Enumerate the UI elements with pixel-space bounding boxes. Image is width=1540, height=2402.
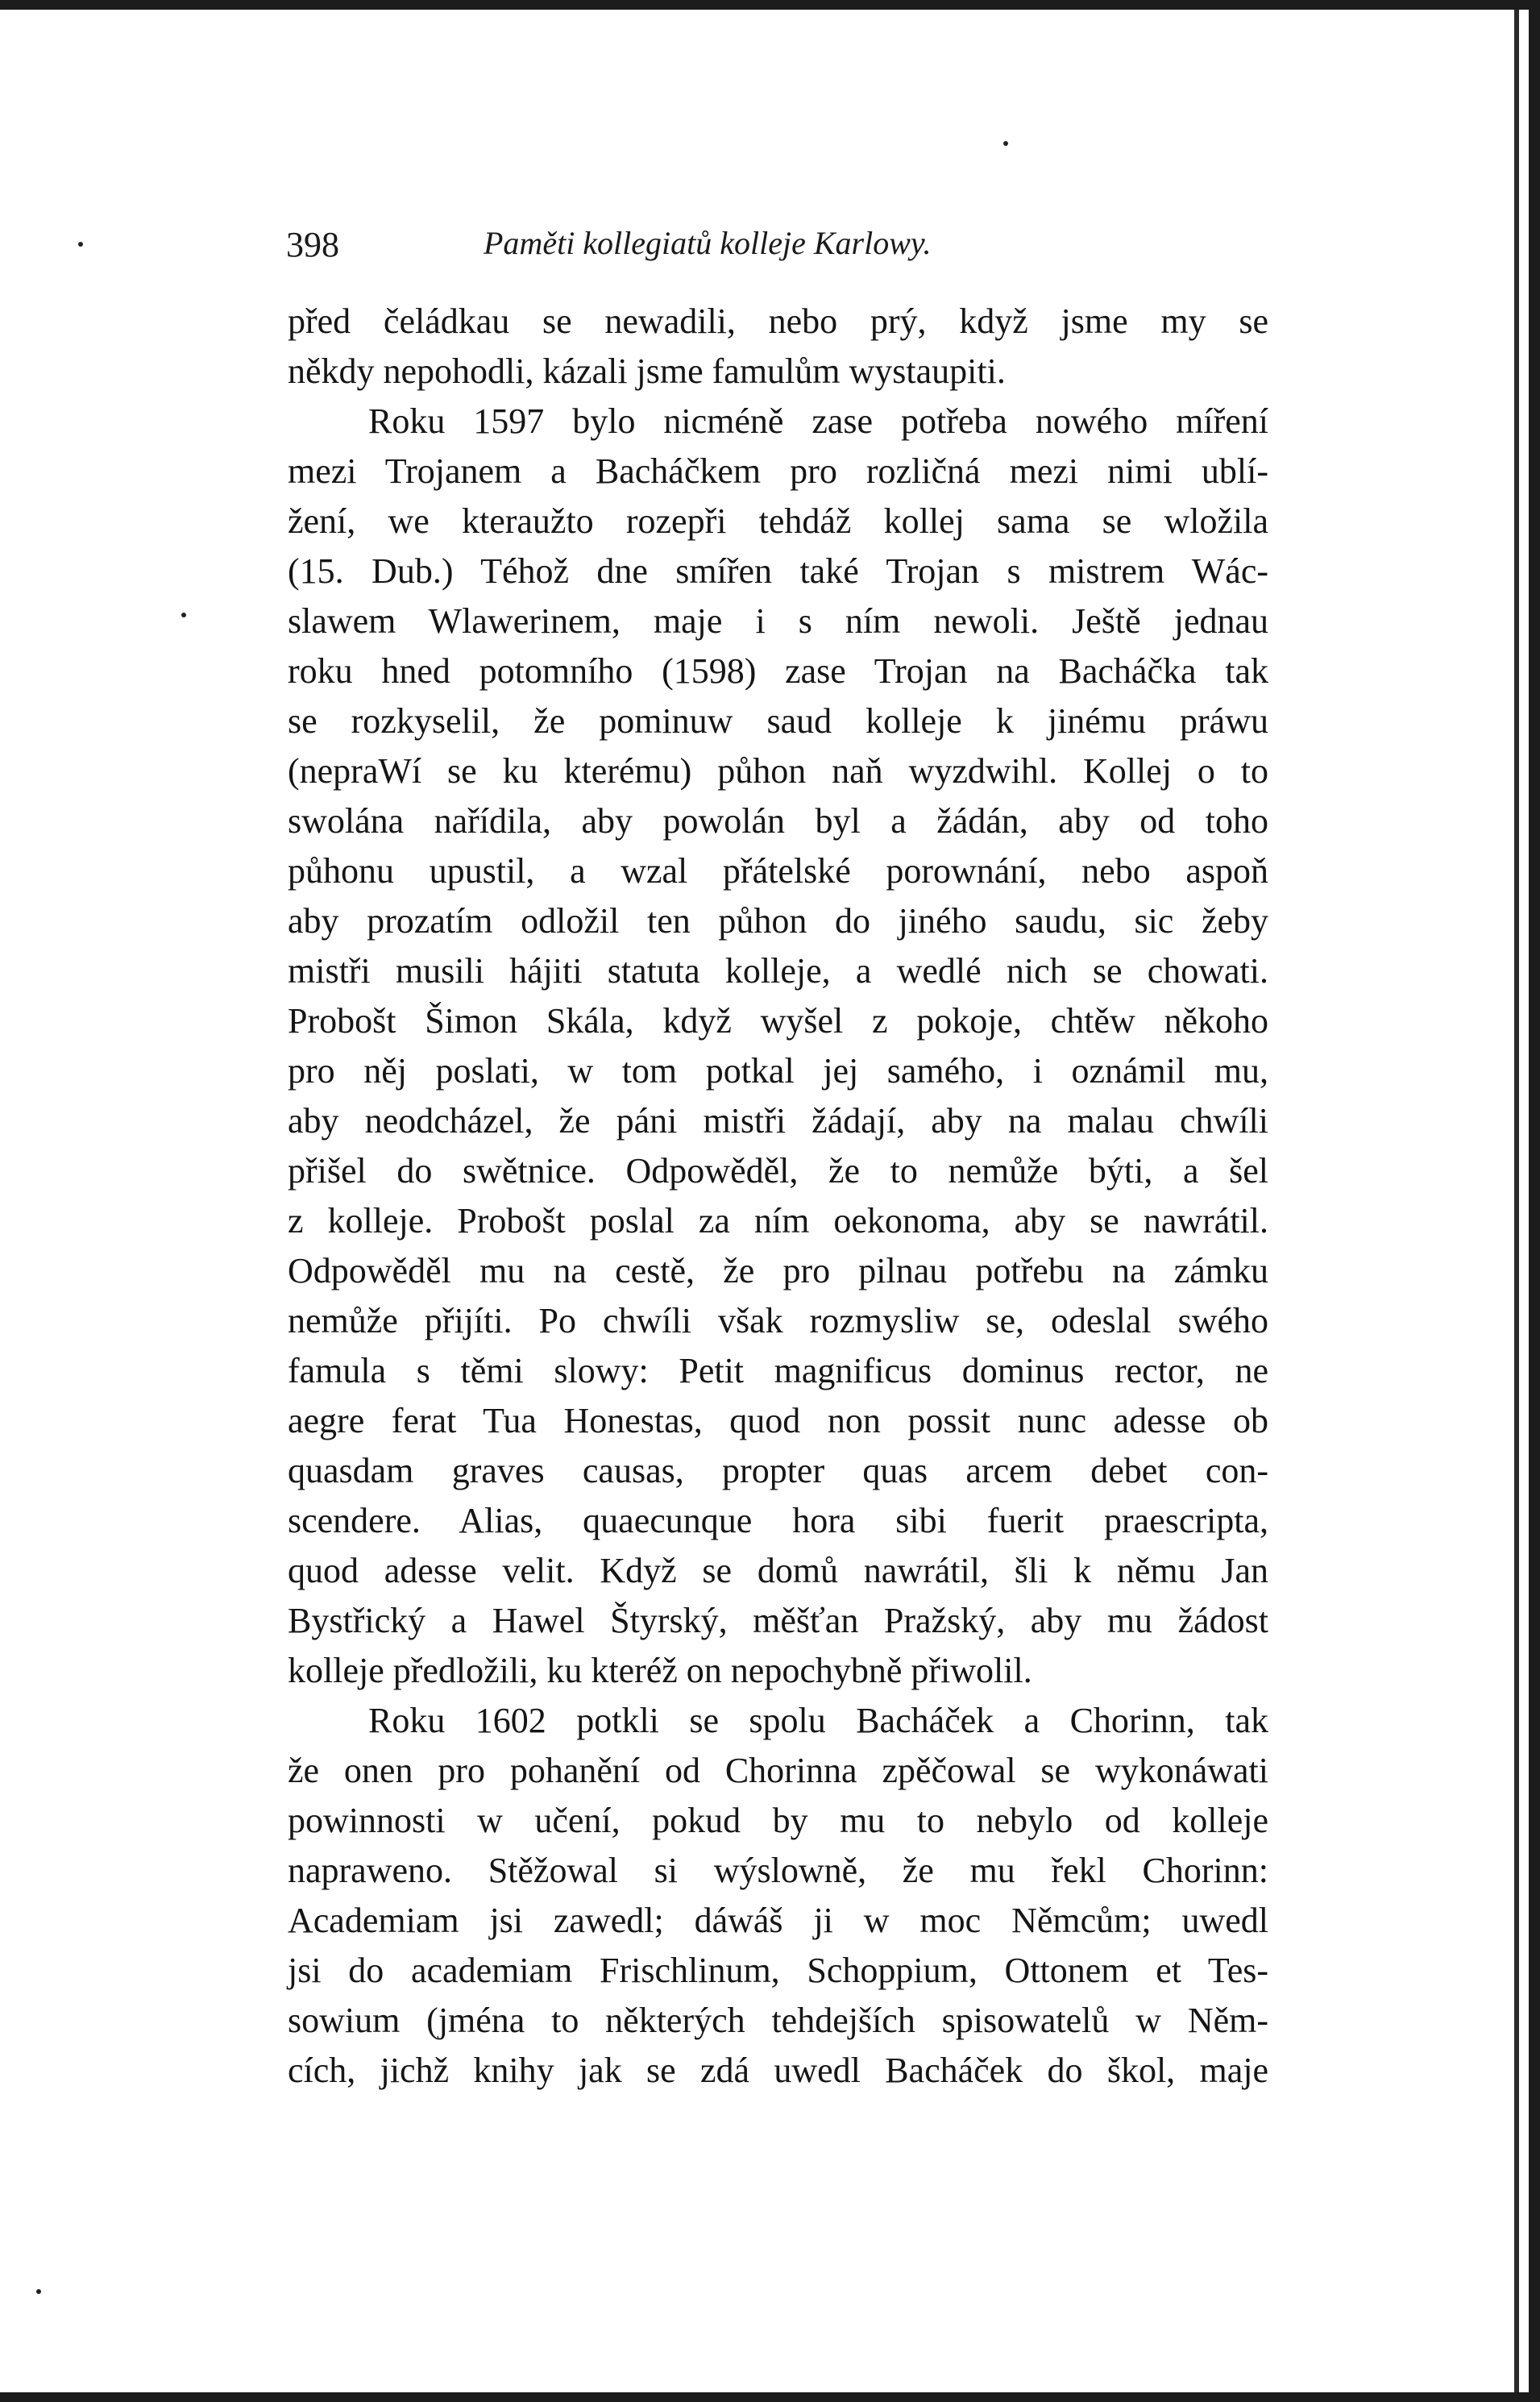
text-line: (nepraWí se ku kterému) půhon naň wyzdwihl. Kollej o to	[288, 751, 1268, 791]
scan-speck	[78, 242, 83, 247]
text-line: půhonu upustil, a wzal přátelské porownání, nebo aspoň	[288, 851, 1268, 891]
text-line: žení, we kteraužto rozepři tehdáž kollej sama se wložila	[288, 501, 1268, 541]
running-title: Paměti kollegiatů kolleje Karlowy.	[484, 225, 932, 261]
text-line: před čeládkau se newadili, nebo prý, když jsme my se	[288, 301, 1268, 341]
text-line: Bystřický a Hawel Štyrský, měšťan Pražský, aby mu žádost	[288, 1601, 1268, 1640]
text-line: Roku 1597 bylo nicméně zase potřeba nowého míření	[368, 401, 1268, 441]
text-line: (15. Dub.) Téhož dne smířen také Trojan s mistrem Wác-	[288, 551, 1268, 591]
text-line: Odpowěděl mu na cestě, že pro pilnau potřebu na zámku	[288, 1251, 1268, 1290]
text-line: quod adesse velit. Když se domů nawrátil, šli k němu Jan	[288, 1551, 1268, 1590]
text-line: aegre ferat Tua Honestas, quod non possit nunc adesse ob	[288, 1401, 1268, 1440]
scan-speck	[36, 2289, 41, 2294]
text-line: powinnosti w učení, pokud by mu to nebylo od kolleje	[288, 1801, 1268, 1840]
text-line: kolleje předložili, ku kteréž on nepochybně přiwolil.	[288, 1651, 1032, 1690]
text-line: mezi Trojanem a Bacháčkem pro rozličná mezi nimi ublí-	[288, 451, 1268, 491]
text-line: Probošt Šimon Skála, když wyšel z pokoje, chtěw někoho	[288, 1001, 1268, 1041]
text-line: z kolleje. Probošt poslal za ním oekonoma, aby se nawrátil.	[288, 1201, 1268, 1240]
page-number: 398	[286, 225, 339, 264]
text-line: aby prozatím odložil ten půhon do jiného saudu, sic žeby	[288, 901, 1268, 941]
scan-speck	[1003, 141, 1008, 146]
text-line: jsi do academiam Frischlinum, Schoppium, Ottonem et Tes-	[288, 1951, 1268, 1990]
scan-border-bottom	[0, 2392, 1540, 2402]
text-line: cích, jichž knihy jak se zdá uwedl Bacháček do škol, maje	[288, 2051, 1268, 2090]
text-line: že onen pro pohanění od Chorinna zpěčowal se wykonáwati	[288, 1751, 1268, 1790]
text-line: přišel do swětnice. Odpowěděl, že to nemůže býti, a šel	[288, 1151, 1268, 1191]
scan-border-right-inner	[1514, 10, 1519, 2402]
text-line: se rozkyselil, že pominuw saud kolleje k jinému práwu	[288, 701, 1268, 741]
text-line: sowium (jména to některých tehdejších spisowatelů w Něm-	[288, 2001, 1268, 2040]
text-line: swolána nařídila, aby powolán byl a žádán, aby od toho	[288, 801, 1268, 841]
scan-border-top	[0, 0, 1540, 10]
text-line: někdy nepohodli, kázali jsme famulům wystaupiti.	[288, 351, 1006, 391]
scan-speck	[181, 613, 186, 617]
text-line: napraweno. Stěžowal si wýslowně, že mu řekl Chorinn:	[288, 1851, 1268, 1890]
text-line: slawem Wlawerinem, maje i s ním newoli. Ještě jednau	[288, 601, 1268, 641]
text-line: scendere. Alias, quaecunque hora sibi fuerit praescripta,	[288, 1501, 1268, 1540]
text-line: quasdam graves causas, propter quas arcem debet con-	[288, 1451, 1268, 1490]
body-text	[288, 297, 1268, 2096]
text-line: nemůže přijíti. Po chwíli však rozmysliw se, odeslal swého	[288, 1301, 1268, 1340]
text-line: famula s těmi slowy: Petit magnificus dominus rector, ne	[288, 1351, 1268, 1390]
page-header	[286, 224, 1269, 272]
text-line: Academiam jsi zawedl; dáwáš ji w moc Němcům; uwedl	[288, 1901, 1268, 1940]
text-line: roku hned potomního (1598) zase Trojan na Bacháčka tak	[288, 651, 1268, 691]
text-line: mistři musili hájiti statuta kolleje, a wedlé nich se chowati.	[288, 951, 1268, 991]
text-line: pro něj poslati, w tom potkal jej samého, i oznámil mu,	[288, 1051, 1268, 1091]
text-line: aby neodcházel, že páni mistři žádají, aby na malau chwíli	[288, 1101, 1268, 1141]
text-line: Roku 1602 potkli se spolu Bacháček a Chorinn, tak	[368, 1701, 1268, 1740]
scan-border-right	[1529, 0, 1540, 2402]
